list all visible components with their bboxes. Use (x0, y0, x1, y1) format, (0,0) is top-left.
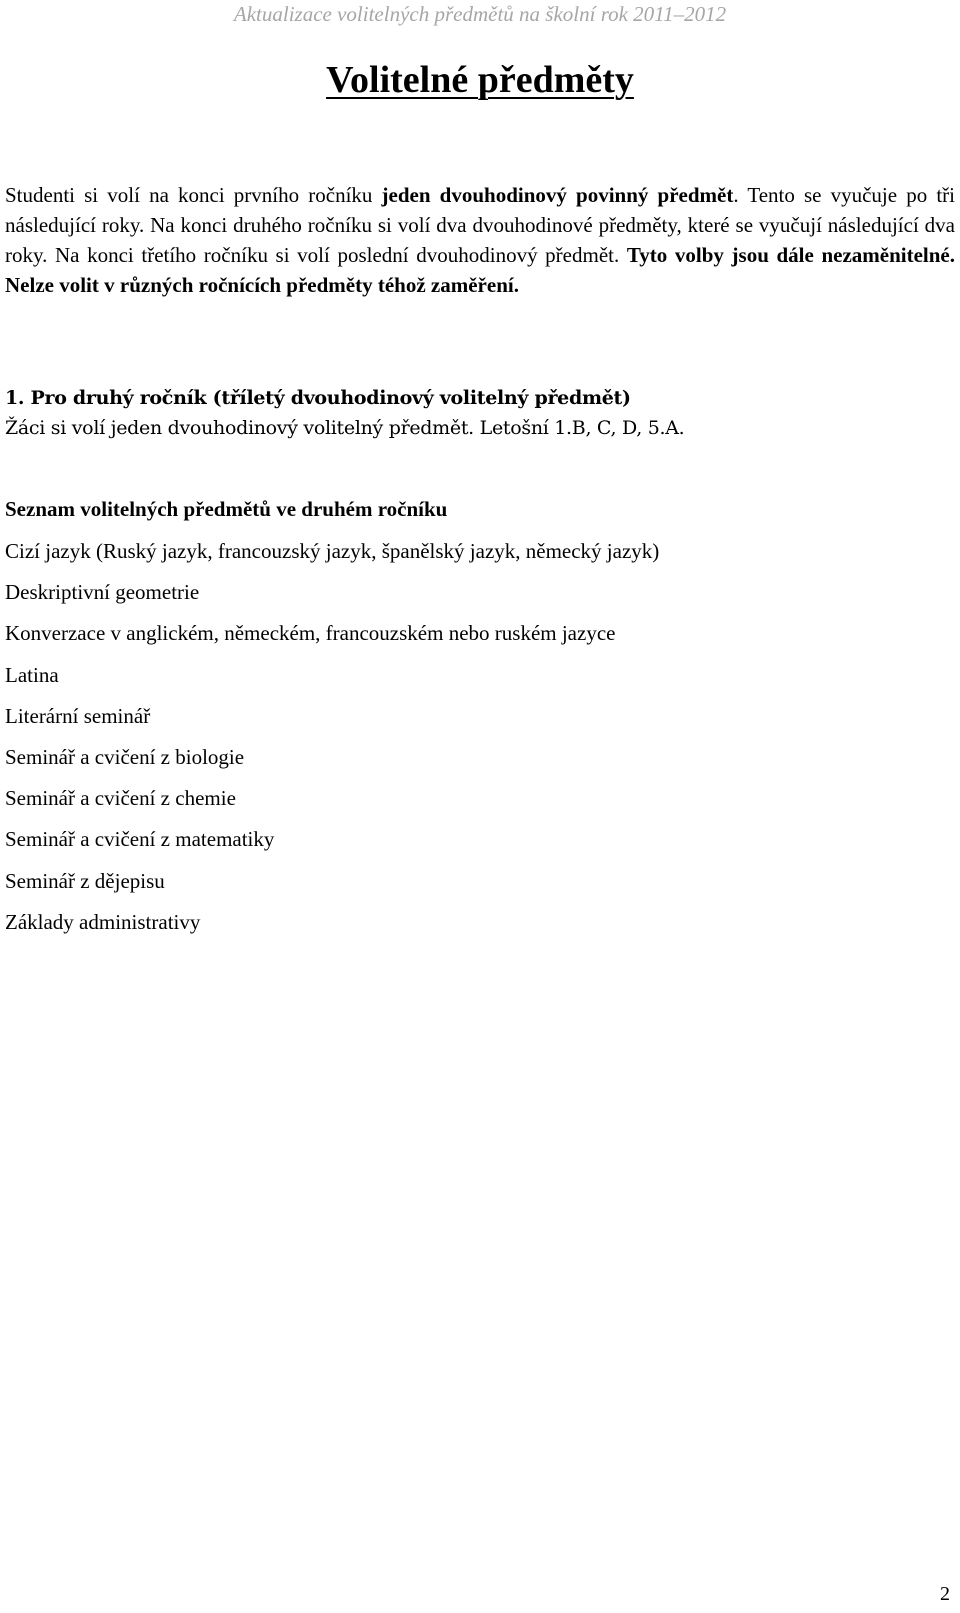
intro-emphasis-2: Tyto volby jsou dále nezaměnitelné. Nelze volit v různých ročnících předměty téhož zaměření. (5, 243, 955, 297)
subject-item: Deskriptivní geometrie (5, 580, 200, 605)
subject-item: Konverzace v anglickém, německém, francouzském nebo ruském jazyce (5, 621, 616, 646)
page-title (0, 55, 960, 105)
subject-item: Latina (5, 662, 59, 687)
subject-item: Základy administrativy (5, 909, 201, 934)
subject-item: Literární seminář (5, 703, 151, 728)
subject-list-heading: Seznam volitelných předmětů ve druhém ročníku (5, 497, 448, 521)
page-title-text: Volitelné předměty (326, 59, 634, 101)
intro-paragraph (5, 180, 955, 300)
subject-item: Seminář a cvičení z matematiky (5, 827, 275, 852)
subject-item: Seminář a cvičení z chemie (5, 786, 236, 811)
intro-text-1: Studenti si volí na konci prvního ročníku (5, 183, 382, 207)
subject-list (5, 536, 659, 948)
intro-text-2: . Tento se vyučuje po tři následující roky. Na konci druhého ročníku si volí dva dvouhodinové předměty, které se vyučují následující dva roky. Na konci třetího ročníku si volí poslední dvouhodinový předmět. (5, 183, 955, 267)
section-heading: 1. Pro druhý ročník (tříletý dvouhodinový volitelný předmět) (5, 387, 631, 409)
running-header: Aktualizace volitelných předmětů na školní rok 2011–2012 (233, 2, 727, 26)
subject-item: Cizí jazyk (Ruský jazyk, francouzský jazyk, španělský jazyk, německý jazyk) (5, 539, 660, 563)
section-text: Žáci si volí jeden dvouhodinový volitelný předmět. Letošní 1.B, C, D, 5.A. (5, 417, 685, 439)
subject-item: Seminář a cvičení z biologie (5, 744, 245, 769)
intro-emphasis-1: jeden dvouhodinový povinný předmět (381, 183, 734, 207)
subject-item: Seminář z dějepisu (5, 868, 165, 893)
page-number: 2 (940, 1583, 950, 1605)
